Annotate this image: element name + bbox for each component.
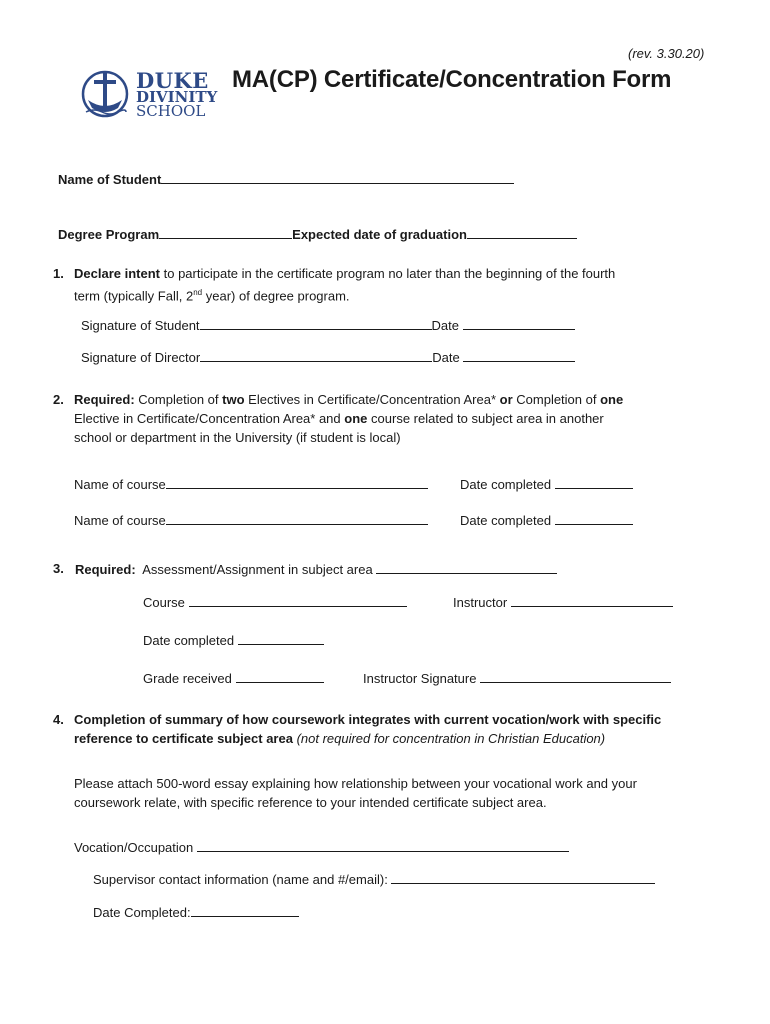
- course-1-date-field[interactable]: [555, 474, 633, 489]
- declare-intent-label: Declare intent: [74, 266, 160, 281]
- student-signature-row: [81, 315, 575, 335]
- section-2-two: two: [222, 392, 245, 407]
- student-signature-field[interactable]: [200, 315, 432, 330]
- essay-paragraph-b: coursework relate, with specific reference to your intended certificate subject area.: [74, 795, 547, 810]
- duke-divinity-logo: [80, 68, 218, 120]
- degree-program-label: Degree Program: [58, 227, 160, 242]
- essay-paragraph-a: Please attach 500-word essay explaining how relationship between your vocational work and your: [74, 776, 637, 791]
- section-1-text-b2: year) of degree program.: [205, 288, 350, 304]
- s4-date-row: [93, 902, 299, 922]
- course-1-date-row: [460, 474, 633, 494]
- degree-row: [58, 224, 577, 244]
- supervisor-label: Supervisor contact information (name and #/email):: [93, 872, 388, 887]
- section-1-superscript: nd: [193, 288, 203, 297]
- section-1-line-b: [74, 283, 350, 305]
- page-title: MA(CP) Certificate/Concentration Form: [232, 66, 672, 93]
- section-2-one: one: [600, 392, 624, 407]
- section-4-line-b: [74, 729, 605, 748]
- course-1-label: Name of course: [74, 477, 166, 492]
- s3-instructor-signature-field[interactable]: [480, 668, 671, 683]
- section-2-number: 2.: [53, 392, 64, 407]
- graduation-date-label: Expected date of graduation: [292, 227, 467, 242]
- revision-label: (rev. 3.30.20): [628, 46, 705, 61]
- logo-line-school: SCHOOL: [136, 102, 206, 120]
- section-2-line-c: school or department in the University (if student is local): [74, 430, 401, 445]
- course-1-date-label: Date completed: [460, 477, 552, 492]
- section-2-b1: Elective in Certificate/Concentration Area* and: [74, 411, 341, 426]
- s3-grade-label: Grade received: [143, 671, 232, 686]
- director-date-label: Date: [432, 350, 460, 365]
- s3-instructor-label: Instructor: [453, 595, 508, 610]
- s3-course-row: [143, 592, 407, 612]
- director-date-field[interactable]: [463, 347, 575, 362]
- section-1-number: 1.: [53, 266, 64, 281]
- vocation-field[interactable]: [197, 837, 569, 852]
- course-2-label: Name of course: [74, 513, 166, 528]
- cross-ship-seal-icon: [80, 68, 130, 120]
- director-signature-label: Signature of Director: [81, 350, 201, 365]
- student-name-row: [58, 169, 514, 189]
- course-2-field[interactable]: [166, 510, 428, 525]
- section-2-required: Required:: [74, 392, 135, 407]
- student-date-field[interactable]: [463, 315, 575, 330]
- section-3-number: 3.: [53, 561, 64, 576]
- s3-instructor-signature-label: Instructor Signature: [363, 671, 477, 686]
- logo-line-divinity: DIVINITY: [136, 88, 218, 106]
- assessment-label: Assessment/Assignment in subject area: [142, 562, 373, 577]
- director-signature-field[interactable]: [200, 347, 432, 362]
- section-2-one2: one: [344, 411, 368, 426]
- section-4-italic-note: (not required for concentration in Christian Education): [296, 731, 606, 746]
- section-2-b2: course related to subject area in another: [371, 411, 604, 426]
- section-2-a3: Completion of: [516, 392, 597, 407]
- section-2-a1: Completion of: [138, 392, 219, 407]
- course-2-row: [74, 510, 428, 530]
- section-4-number: 4.: [53, 712, 64, 727]
- s3-grade-field[interactable]: [236, 668, 324, 683]
- section-1-line-a: [74, 264, 615, 283]
- section-1-text-b1: term (typically Fall, 2: [74, 288, 194, 304]
- student-signature-label: Signature of Student: [81, 318, 200, 333]
- course-2-date-field[interactable]: [555, 510, 633, 525]
- s4-date-field[interactable]: [191, 902, 299, 917]
- s3-date-label: Date completed: [143, 633, 235, 648]
- s3-course-label: Course: [143, 595, 185, 610]
- supervisor-field[interactable]: [391, 869, 655, 884]
- course-2-date-row: [460, 510, 633, 530]
- section-2-line-b: [74, 409, 604, 428]
- section-4-bold-a: Completion of summary of how coursework integrates with current vocation/work with specific: [74, 712, 662, 727]
- section-2-a2: Electives in Certificate/Concentration Area*: [248, 392, 497, 407]
- student-date-label: Date: [431, 318, 459, 333]
- s3-course-field[interactable]: [189, 592, 407, 607]
- graduation-date-field[interactable]: [467, 224, 577, 239]
- supervisor-row: [93, 869, 655, 889]
- s3-grade-row: [143, 668, 324, 688]
- student-name-label: Name of Student: [58, 172, 162, 187]
- course-1-row: [74, 474, 428, 494]
- s3-instructor-signature-row: [363, 668, 671, 688]
- section-1-text-a: to participate in the certificate program no later than the beginning of the fourth: [163, 266, 616, 281]
- course-1-field[interactable]: [166, 474, 428, 489]
- student-name-field[interactable]: [161, 169, 514, 184]
- s3-instructor-row: [453, 592, 673, 612]
- vocation-label: Vocation/Occupation: [74, 840, 194, 855]
- degree-program-field[interactable]: [159, 224, 292, 239]
- course-2-date-label: Date completed: [460, 513, 552, 528]
- logo-line-duke: DUKE: [136, 68, 209, 93]
- s4-date-label: Date Completed:: [93, 905, 191, 920]
- vocation-row: [74, 837, 569, 857]
- section-3-required: Required:: [75, 562, 136, 577]
- director-signature-row: [81, 347, 575, 367]
- section-4-bold-b: reference to certificate subject area: [74, 731, 293, 746]
- s3-instructor-field[interactable]: [511, 592, 673, 607]
- section-2-or: or: [499, 392, 513, 407]
- assessment-field[interactable]: [376, 559, 557, 574]
- s3-date-field[interactable]: [238, 630, 324, 645]
- assessment-row: [75, 559, 557, 579]
- section-2-line-a: [74, 390, 623, 409]
- s3-date-row: [143, 630, 324, 650]
